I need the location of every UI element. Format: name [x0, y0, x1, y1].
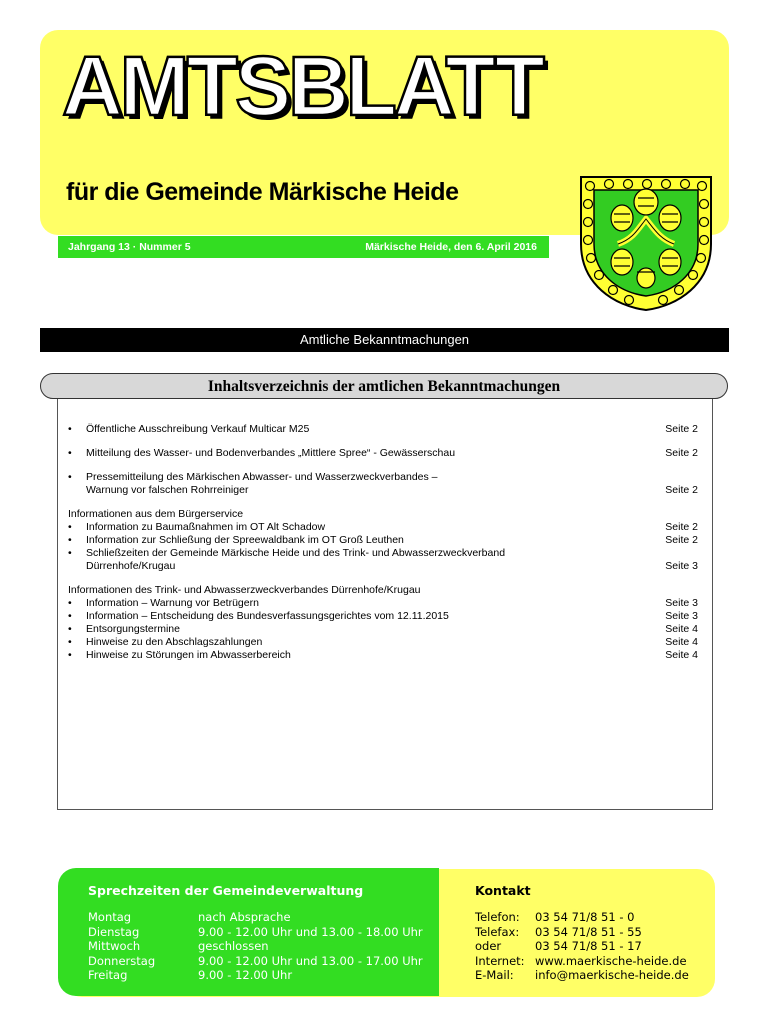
hours-table [88, 910, 423, 983]
bullet-icon: • [68, 447, 72, 459]
toc-item-text: Information zu Baumaßnahmen im OT Alt Schadow [86, 521, 326, 533]
toc-item-text-line1: Pressemitteilung des Märkischen Abwasser- und Wasserzweckverbandes – [86, 471, 438, 483]
bullet-icon: • [68, 636, 72, 648]
toc-item [68, 471, 698, 497]
hours-time: 9.00 - 12.00 Uhr und 13.00 - 17.00 Uhr [198, 953, 423, 968]
hours-time: 9.00 - 12.00 Uhr [198, 968, 293, 982]
toc-item [68, 649, 698, 662]
toc-item-page: Seite 4 [665, 623, 698, 635]
contact-label: Telefax: [475, 924, 520, 939]
hours-day: Montag [88, 910, 132, 924]
bullet-icon: • [68, 649, 72, 661]
toc-item [68, 447, 698, 460]
contact-label: Telefon: [475, 910, 520, 924]
toc-item [68, 547, 698, 573]
publication-subtitle: für die Gemeinde Märkische Heide [66, 178, 459, 206]
hours-time: 9.00 - 12.00 Uhr und 13.00 - 18.00 Uhr [198, 924, 423, 939]
toc-item-text: Entsorgungstermine [86, 623, 180, 635]
toc-item-text-line2: Warnung vor falschen Rohrreiniger [86, 484, 249, 496]
contact-block [475, 868, 715, 996]
hours-day: Dienstag [88, 924, 140, 939]
hours-day: Donnerstag [88, 953, 156, 968]
hours-row [88, 968, 423, 983]
toc-item-text-line1: Schließzeiten der Gemeinde Märkische Heide und des Trink- und Abwasserzweckverband [86, 547, 506, 559]
contact-row [475, 925, 689, 940]
bullet-icon: • [68, 597, 72, 609]
section-heading: Amtliche Bekanntmachungen [40, 328, 729, 352]
contact-row [475, 939, 689, 954]
toc-item-page: Seite 3 [665, 597, 698, 609]
issue-info-bar [58, 236, 549, 258]
contact-label: oder [475, 939, 502, 953]
toc-group-heading: Informationen aus dem Bürgerservice [68, 508, 244, 520]
contact-website-link[interactable]: www.maerkische-heide.de [535, 953, 687, 968]
bullet-icon: • [68, 547, 72, 559]
toc-item-page: Seite 2 [665, 521, 698, 533]
toc-item-text: Öffentliche Ausschreibung Verkauf Multicar M25 [86, 423, 310, 435]
toc-item [68, 423, 698, 436]
toc-item-text: Hinweise zu den Abschlagszahlungen [86, 636, 263, 648]
toc-group-heading: Informationen des Trink- und Abwasserzweckverbandes Dürrenhofe/Krugau [68, 584, 421, 596]
toc-item-text: Information zur Schließung der Spreewaldbank im OT Groß Leuthen [86, 534, 404, 546]
hours-title: Sprechzeiten der Gemeindeverwaltung [88, 883, 364, 898]
toc-item [68, 521, 698, 534]
contact-email-link[interactable]: info@maerkische-heide.de [535, 968, 689, 982]
contact-fax: 03 54 71/8 51 - 55 [535, 924, 642, 939]
bullet-icon: • [68, 534, 72, 546]
contact-label: Internet: [475, 953, 525, 968]
coat-of-arms-icon [578, 174, 714, 312]
contact-row [475, 954, 689, 969]
hours-row [88, 925, 423, 940]
toc-item-page: Seite 4 [665, 649, 698, 661]
toc-item-page: Seite 2 [665, 534, 698, 546]
bullet-icon: • [68, 471, 72, 483]
toc-list [68, 423, 698, 662]
hours-time: geschlossen [198, 939, 269, 953]
hours-row [88, 954, 423, 969]
issue-number: Jahrgang 13 · Nummer 5 [68, 241, 191, 253]
toc-item [68, 534, 698, 547]
bullet-icon: • [68, 623, 72, 635]
toc-item-text: Information – Entscheidung des Bundesverfassungsgerichtes vom 12.11.2015 [86, 610, 449, 622]
toc-item-text: Hinweise zu Störungen im Abwasserbereich [86, 649, 291, 661]
toc-title: Inhaltsverzeichnis der amtlichen Bekanntmachungen [40, 373, 728, 399]
contact-table [475, 910, 689, 983]
toc-item-page: Seite 2 [665, 423, 698, 435]
issue-date: Märkische Heide, den 6. April 2016 [365, 241, 537, 253]
hours-day: Mittwoch [88, 939, 141, 953]
contact-row [475, 910, 689, 925]
bullet-icon: • [68, 521, 72, 533]
toc-item-page: Seite 2 [665, 484, 698, 496]
toc-item [68, 610, 698, 623]
toc-item [68, 623, 698, 636]
footer-hours-panel [58, 868, 439, 996]
toc-item-page: Seite 4 [665, 636, 698, 648]
contact-phone: 03 54 71/8 51 - 0 [535, 910, 635, 924]
toc-item-page: Seite 3 [665, 610, 698, 622]
bullet-icon: • [68, 610, 72, 622]
contact-fax-alt: 03 54 71/8 51 - 17 [535, 939, 642, 953]
bullet-icon: • [68, 423, 72, 435]
toc-item [68, 636, 698, 649]
contact-title: Kontakt [475, 883, 531, 898]
toc-item-text-line2: Dürrenhofe/Krugau [86, 560, 176, 572]
hours-row [88, 910, 423, 925]
toc-item [68, 597, 698, 610]
toc-item-text: Information – Warnung vor Betrügern [86, 597, 259, 609]
contact-row [475, 968, 689, 983]
contact-label: E-Mail: [475, 968, 514, 982]
toc-item-page: Seite 2 [665, 447, 698, 459]
hours-row [88, 939, 423, 954]
hours-day: Freitag [88, 968, 128, 982]
hours-time: nach Absprache [198, 910, 291, 924]
toc-item-text: Mitteilung des Wasser- und Bodenverbandes „Mittlere Spree“ - Gewässerschau [86, 447, 456, 459]
masthead-title: AMTSBLATT [62, 39, 542, 133]
toc-item-page: Seite 3 [665, 560, 698, 572]
